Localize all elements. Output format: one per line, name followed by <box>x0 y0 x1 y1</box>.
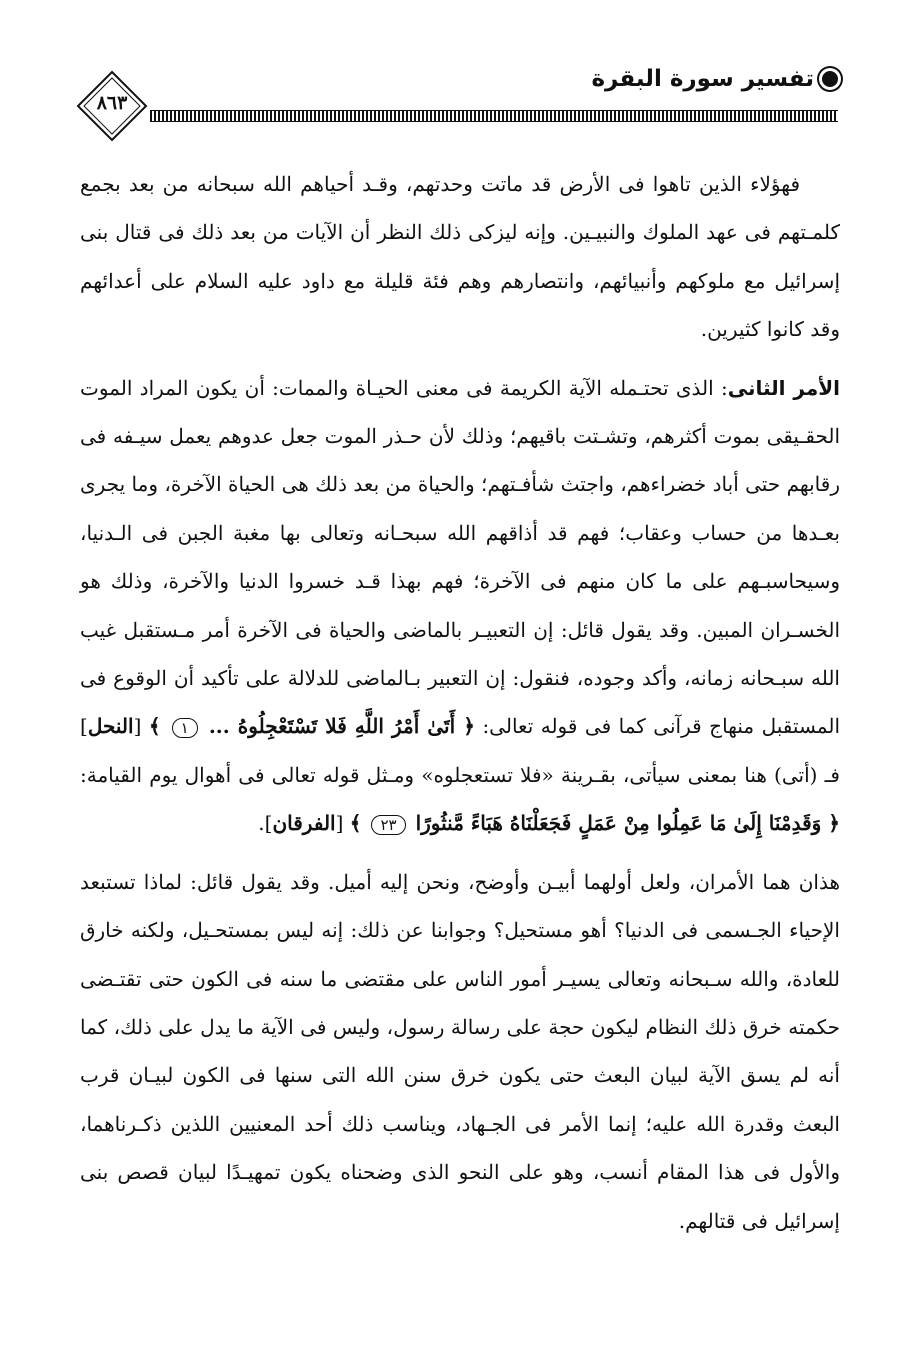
text-segment: هذان هما الأمران، ولعل أولهما أبيـن وأوضح، ونحن إليه أميل. وقد يقول قائل: لماذا تستبعد الإحياء الجـسمى فى الدنيا؟ أهو مستحيل؟ وجوابنا عن ذلك: إنه ليس بمستحـيل، ولكنه خارق للعادة، والله سـبحانه وتعالى يسيـر أمور الناس على مقتضى ما سنه فى الكون حتى تقتـضى حكمته خرق ذلك النظام ليكون حجة على رسالة رسول، وليس فى الآية ما يدل على ذلك، كما أنه لم يسق الآية لبيان البعث حتى يكون خرق سنن الله التى سنها فى الكون لبيـان قرب البعث وقدرة الله عليه؛ إنما الأمر فى الجـهاد، ويناسب ذلك أحد المعنيين اللذين ذكـرناهما، والأول فى هذا المقام أنسب، وهو على النحو الذى وضحناه يكون تمهيـدًا لبيان قصص بنى إسرائيل فى قتالهم. <box>80 869 840 1233</box>
section-heading: الأمر الثانى <box>727 375 840 400</box>
text-segment: : الذى تحتـمله الآية الكريمة فى معنى الحيـاة والممات: أن يكون المراد الموت الحقـيقى بموت أكثرهم، وتشـتت باقيهم؛ وذلك لأن حـذر الموت جعل عدوهم يعمل سيـفه فى رقابهم حتى أباد خضراءهم، واجتث شأفـتهم؛ والحياة من بعد ذلك هى الحياة الآخرة، وما يجرى بعـدها من حساب وعقاب؛ فهم قد أذاقهم الله سبحـانه وتعالى بها مغبة الجبن فى الـدنيا، وسيحاسبـهم على ما كان منهم فى الآخرة؛ فهم بهذا قـد خسروا الدنيا والآخرة، وذلك هو الخسـران المبين. وقد يقول قائل: إن التعبيـر بالماضى والحياة فى الآخرة أمر مـستقبل غيب الله سبـحانه زمانه، وأكد وجوده، فنقول: إن التعبير بـالماضى للدلالة على تأكيد أن الوقوع فى المستقبل منهاج قرآنى كما فى قوله تعالى: <box>80 375 841 739</box>
header-rule <box>150 110 838 122</box>
text-segment: [ <box>133 714 149 739</box>
surah-reference: النحل <box>87 714 134 739</box>
page-header <box>70 60 838 160</box>
text-segment: [ <box>335 811 350 836</box>
page-body <box>80 160 840 1245</box>
running-title <box>591 66 838 92</box>
quran-verse: ﴾ <box>349 811 369 836</box>
quran-verse: ﴿ أَتَىٰ أَمْرُ اللَّهِ فَلا تَسْتَعْجِلُوهُ ... <box>200 714 475 739</box>
verse-number-marker: ٢٣ <box>371 815 405 835</box>
page-number-badge <box>76 70 148 142</box>
quran-verse: ﴿ وَقَدِمْنَا إِلَىٰ مَا عَمِلُوا مِنْ عَمَلٍ فَجَعَلْنَاهُ هَبَاءً مَّنثُورًا <box>408 811 840 836</box>
verse-number-marker: ١ <box>172 718 198 738</box>
page-number: ٨٦٣ <box>96 92 128 114</box>
text-segment: ] فـ (أتى) هنا بمعنى سيأتى، بقـرينة «فلا تستعجلوه» ومـثل قوله تعالى فى أهوال يوم القيامة: <box>80 714 840 787</box>
quran-verse: ﴾ <box>148 714 169 739</box>
paragraph <box>80 858 840 1245</box>
text-segment: فهؤلاء الذين تاهوا فى الأرض قد ماتت وحدتهم، وقـد أحياهم الله سبحانه من بعد بجمع كلمـتهم فى عهد الملوك والنبيـين. وإنه ليزكى ذلك النظر أن الآيات من بعد ذلك فى قتال بنى إسرائيل مع ملوكهم وأنبيائهم، وانتصارهم وهم فئة قليلة مع داود عليه السلام على أعدائهم وقد كانوا كثيرين. <box>80 172 840 342</box>
ornament-icon <box>822 71 838 87</box>
paragraph <box>80 364 840 848</box>
running-title-text: تفسير سورة البقرة <box>591 66 814 92</box>
text-segment: ]. <box>258 811 273 836</box>
surah-reference: الفرقان <box>272 811 336 836</box>
paragraph <box>80 160 840 354</box>
